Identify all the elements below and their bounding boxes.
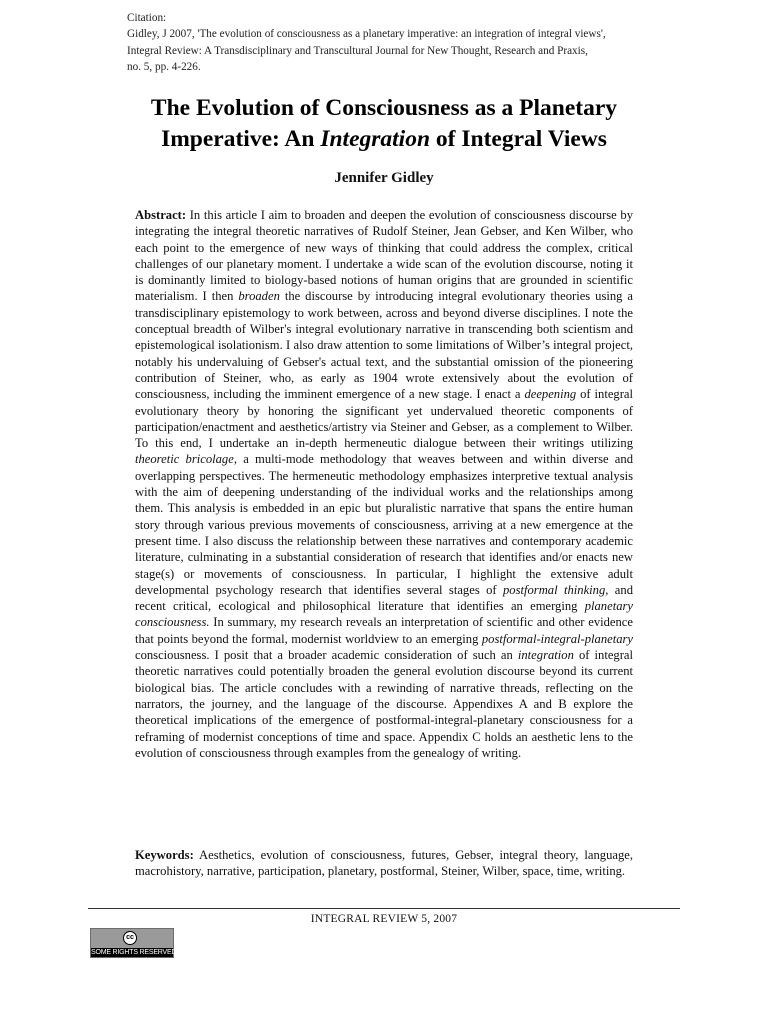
license-text: SOME RIGHTS RESERVED [91,949,177,956]
abstract-text: the discourse by introducing integral evolutionary theories using a transdisciplinary epistemology to work between, across and beyond diverse disciplines. I note the conceptual breadth of Wilber's integral evolutionary narrative in transcending both scientism and epistemological isolationism. I also draw attention to some limitations of Wilber’s integral project, notably his undervaluing of Gebser's actual text, and the substantial omission of the pioneering contribution of Steiner, who, as early as 1904 wrote extensively about the evolution of consciousness, including the imminent emergence of a new stage. I enact a [135,289,633,402]
citation-line: no. 5, pp. 4-226. [127,61,201,74]
abstract-emphasis: postformal-integral-planetary [481,631,633,646]
footer-divider [88,908,680,909]
abstract-text: , and recent critical, ecological and philosophical literature that identifies an emerging [135,582,633,614]
title-text: of Integral Views [430,126,607,152]
abstract-text: In summary, my research reveals an interpretation of scientific and other evidence that points beyond the formal, modernist worldview to an emerging [135,615,633,646]
abstract-emphasis: theoretic bricolage [135,452,234,467]
abstract-text: , a multi-mode methodology that weaves between and within diverse and overlapping perspectives. The hermeneutic methodology emphasizes interpretive textual analysis with the aim of deepening understanding of the individual works and the relationships among them. This analysis is embedded in an epic but pluralistic narrative that spans the entire human story through various previous movements of consciousness, arriving at a new emergence at the present time. I also discuss the relationship between these narratives and contemporary academic literature, culminating in a substantial consideration of research that identifies and/or enacts new stage(s) or movements of consciousness. In particular, I highlight the extensive adult developmental psychology research that identifies several stages of [135,452,633,597]
abstract-label: Abstract: [135,208,187,222]
abstract-text: of integral evolutionary theory by honoring the significant yet undervalued theoretic components of participation/enactment and aesthetics/artistry via Steiner and Gebser, as a complement to Wilber. To this end, I undertake an in-depth hermeneutic dialogue between their writings utilizing [135,387,633,451]
title-text: The Evolution of Consciousness as a Planetary Imperative: An [150,95,618,152]
abstract-emphasis: integration [517,648,574,663]
abstract-emphasis: deepening [524,387,577,402]
author-name: Jennifer Gidley [334,170,434,186]
citation-block [127,10,647,76]
abstract-emphasis: postformal thinking [503,582,606,597]
paper-title [100,93,668,155]
abstract-emphasis: planetary consciousness. [135,599,633,630]
title-emphasis: Integration [320,126,431,152]
abstract-paragraph [135,207,633,761]
license-badge[interactable] [90,928,177,958]
abstract-text: In this article I aim to broaden and deepen the evolution of consciousness discourse by integrating the integral theoretic narratives of Rudolf Steiner, Jean Gebser, and Ken Wilber, who each point to the emergence of new ways of thinking that could address the complex, critical challenges of our planetary moment. I undertake a wide scan of the evolution discourse, noting it is dominantly limited to biology-based notions of human origins that are grounded in scientific materialism. I then [135,208,633,304]
keywords-label: Keywords: [135,848,194,862]
abstract-text: consciousness. I posit that a broader academic consideration of such an [135,648,518,663]
creative-commons-icon: cc [123,931,137,945]
citation-label: Citation: [127,12,167,24]
keywords-paragraph [135,847,633,880]
journal-footer: INTEGRAL REVIEW 5, 2007 [310,913,458,925]
citation-line: Gidley, J 2007, 'The evolution of consciousness as a planetary imperative: an integration of integral views', [127,28,606,41]
keywords-text: Aesthetics, evolution of consciousness, futures, Gebser, integral theory, language, macrohistory, narrative, participation, planetary, postformal, Steiner, Wilber, space, time, writing. [135,848,633,879]
abstract-emphasis: broaden [238,289,280,304]
citation-line: Integral Review: A Transdisciplinary and Transcultural Journal for New Thought, Research and Praxis, [127,44,588,57]
abstract-text: of integral theoretic narratives could potentially broaden the general evolution discourse beyond its current biological bias. The article concludes with a rewinding of narrative threads, reflecting on the narrators, the journey, and the language of the discourse. Appendixes A and B explore the theoretical implications of the emergence of postformal-integral-planetary consciousness for a reframing of modernist conceptions of time and space. Appendix C holds an aesthetic lens to the evolution of consciousness through examples from the genealogy of writing. [135,648,633,760]
license-badge-top [91,929,173,948]
